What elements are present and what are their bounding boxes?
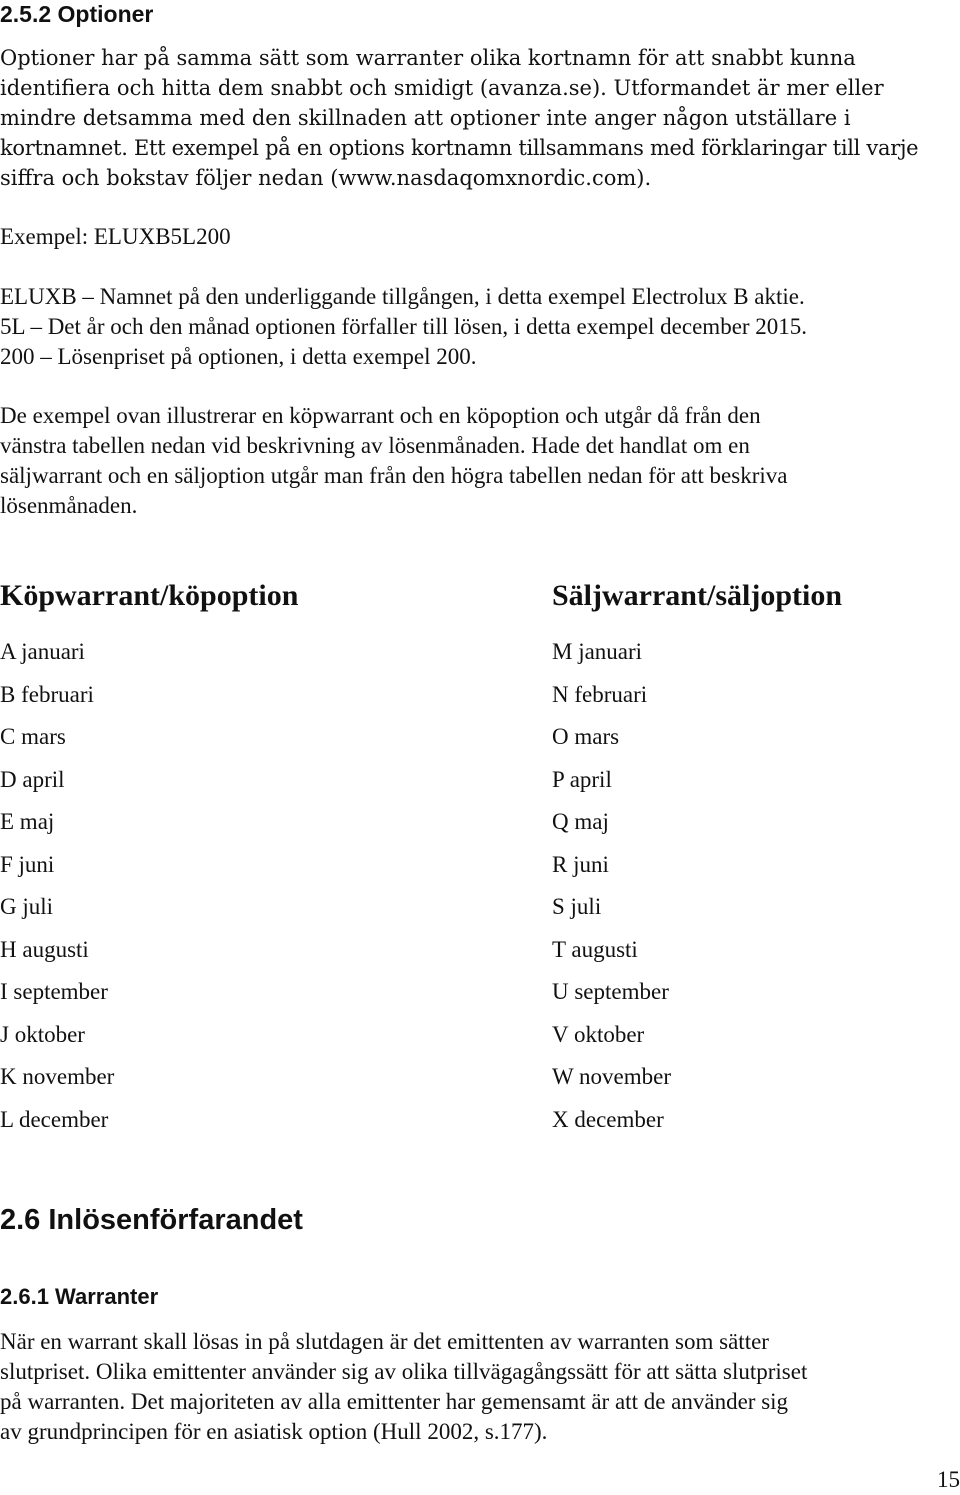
options-intro-paragraph — [0, 43, 960, 193]
paragraph-line: identifiera och hitta dem snabbt och smidigt (avanza.se). Utformandet är mer eller — [0, 76, 884, 100]
example-code: Exempel: ELUXB5L200 — [0, 224, 231, 249]
month-code-item: A januari — [0, 639, 85, 664]
month-code-item: J oktober — [0, 1021, 85, 1047]
month-code-item: C mars — [0, 724, 66, 749]
explanation-line: 5L – Det år och den månad optionen förfaller till lösen, i detta exempel december 2015. — [0, 314, 808, 339]
page-number: 15 — [937, 1467, 960, 1492]
paragraph-line: säljwarrant och en säljoption utgår man från den högra tabellen nedan för att beskriva — [0, 463, 788, 488]
section-heading-2-6-1: 2.6.1 Warranter — [0, 1284, 159, 1309]
section-heading-2-6: 2.6 Inlösenförfarandet — [0, 1204, 303, 1236]
month-code-item: M januari — [552, 639, 643, 664]
month-code-item: I september — [0, 979, 108, 1004]
section-heading-2-5-2: 2.5.2 Optioner — [0, 1, 154, 27]
paragraph-line: av grundprincipen för en asiatisk option (Hull 2002, s.177). — [0, 1419, 548, 1444]
month-code-item: H augusti — [0, 936, 89, 962]
month-code-item: B februari — [0, 681, 94, 707]
month-code-item: P april — [552, 766, 612, 792]
explanation-line: 200 – Lösenpriset på optionen, i detta exempel 200. — [0, 344, 477, 369]
month-code-item: N februari — [552, 681, 648, 707]
buy-month-table — [0, 578, 420, 1147]
paragraph-line: De exempel ovan illustrerar en köpwarrant och en köpoption och utgår då från den — [0, 403, 761, 428]
month-code-item: X december — [552, 1106, 664, 1132]
month-code-item: E maj — [0, 809, 55, 834]
table-usage-paragraph — [0, 401, 960, 521]
paragraph-line: vänstra tabellen nedan vid beskrivning av lösenmånaden. Hade det handlat om en — [0, 433, 750, 458]
paragraph-line: kortnamnet. Ett exempel på en options kortnamn tillsammans med förklaringar till varje — [0, 136, 919, 160]
warrants-paragraph — [0, 1327, 960, 1447]
paragraph-line: på warranten. Det majoriteten av alla emittenter har gemensamt är att de använder sig — [0, 1389, 789, 1414]
code-explanations — [0, 282, 960, 372]
month-code-item: L december — [0, 1106, 109, 1132]
paragraph-line: slutpriset. Olika emittenter använder sig av olika tillvägagångssätt för att sätta slutpriset — [0, 1359, 808, 1384]
paragraph-line: siffra och bokstav följer nedan (www.nasdaqomxnordic.com). — [0, 166, 652, 190]
paragraph-line: mindre detsamma med den skillnaden att optioner inte anger någon utställare i — [0, 106, 851, 130]
explanation-line: ELUXB – Namnet på den underliggande tillgången, i detta exempel Electrolux B aktie. — [0, 284, 805, 309]
month-code-item: T augusti — [552, 936, 638, 962]
month-code-item: U september — [552, 979, 669, 1004]
month-code-item: O mars — [552, 724, 620, 749]
sell-table-title: Säljwarrant/säljoption — [552, 579, 843, 612]
month-code-item: F juni — [0, 851, 55, 877]
month-code-item: S juli — [552, 894, 602, 919]
month-code-item: D april — [0, 766, 65, 792]
month-code-item: G juli — [0, 894, 54, 919]
paragraph-line: Optioner har på samma sätt som warranter olika kortnamn för att snabbt kunna — [0, 46, 856, 70]
month-code-item: Q maj — [552, 809, 609, 834]
paragraph-line: lösenmånaden. — [0, 493, 138, 518]
paragraph-line: När en warrant skall lösas in på slutdagen är det emittenten av warranten som sätter — [0, 1329, 769, 1354]
sell-month-table — [552, 578, 952, 1147]
month-code-item: K november — [0, 1064, 115, 1089]
buy-table-title: Köpwarrant/köpoption — [0, 579, 299, 612]
month-code-item: V oktober — [552, 1021, 645, 1047]
month-code-item: W november — [552, 1064, 672, 1089]
month-code-item: R juni — [552, 851, 609, 877]
